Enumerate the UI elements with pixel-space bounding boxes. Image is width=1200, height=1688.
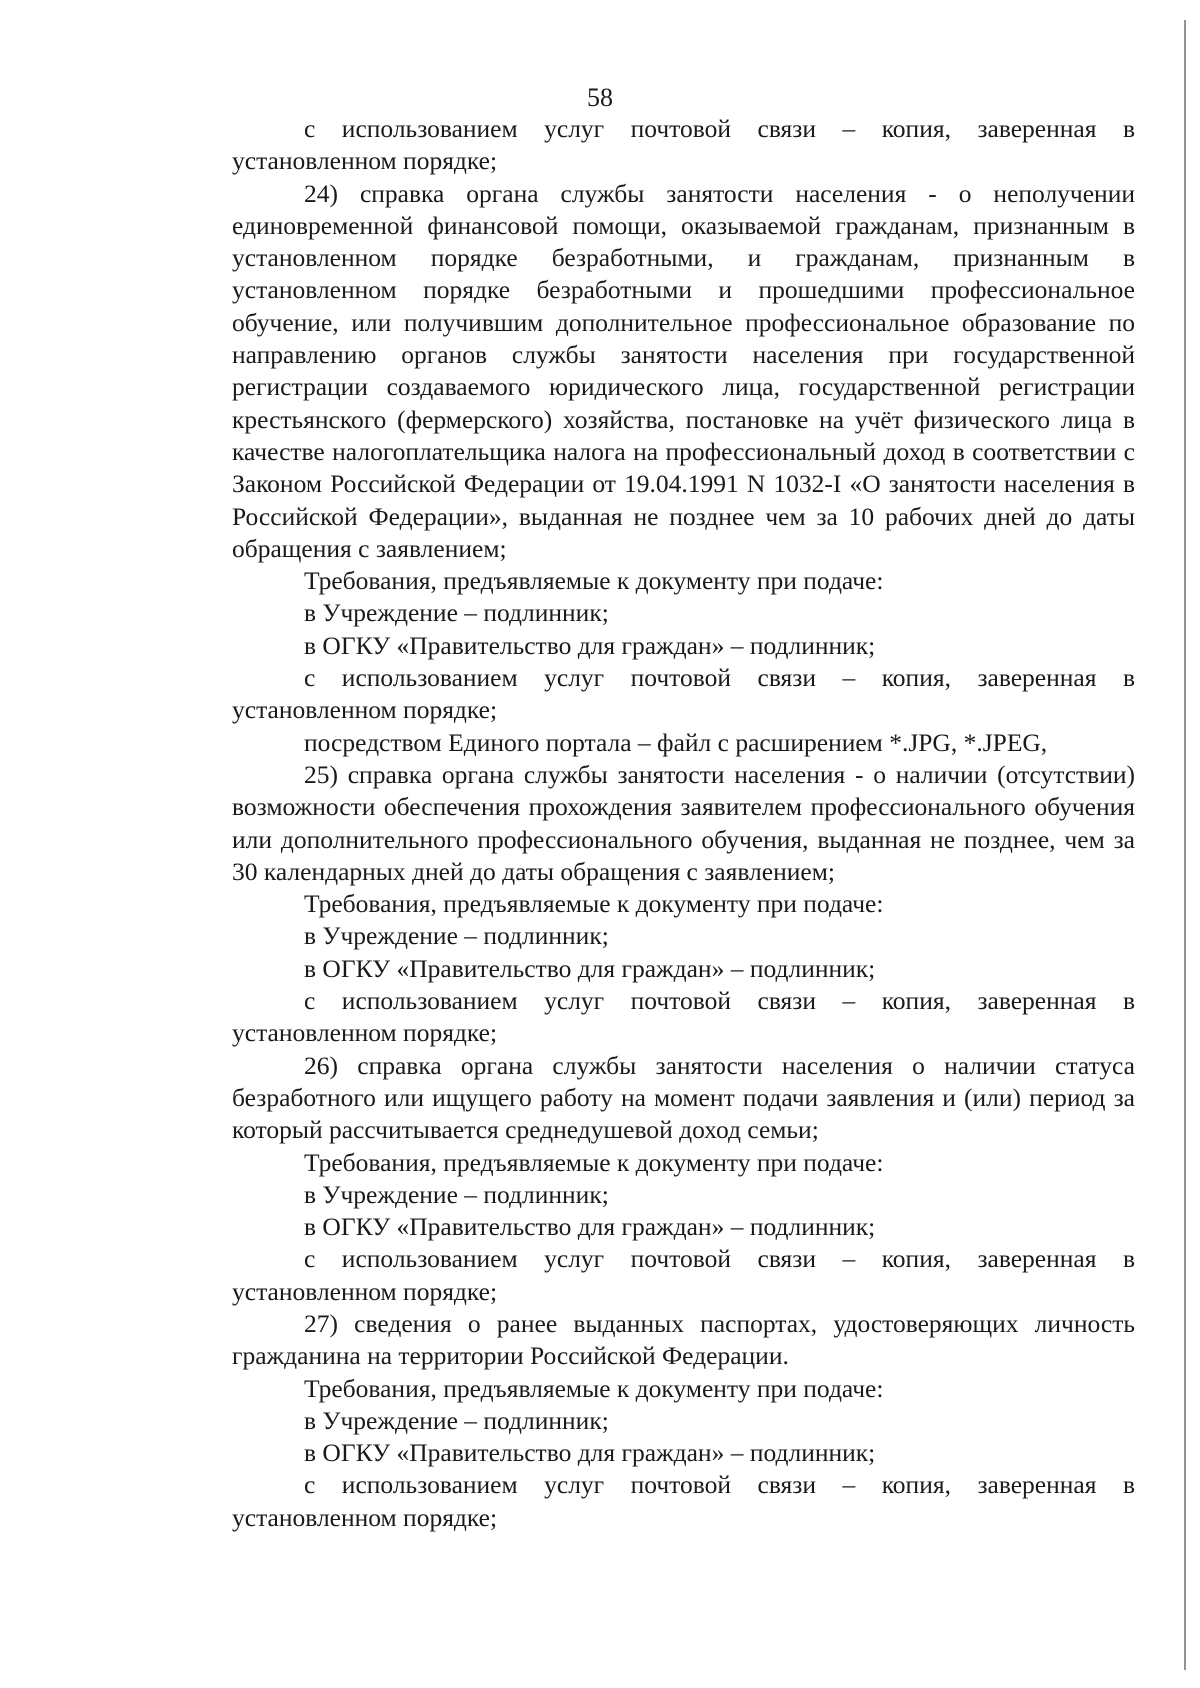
paragraph-requirements: Требования, предъявляемые к документу при подаче: (304, 566, 884, 596)
paragraph: в Учреждение – подлинник; (304, 1405, 609, 1435)
paragraph: с использованием услуг почтовой связи – копия, заверенная в установленном порядке; (232, 986, 1135, 1048)
paragraph-requirements: Требования, предъявляемые к документу при подаче: (304, 889, 884, 919)
paragraph: в ОГКУ «Правительство для граждан» – подлинник; (304, 1212, 876, 1242)
paragraph-item-24: 24) справка органа службы занятости населения - о неполучении единовременной финансовой помощи, оказываемой гражданам, признанным в установленном порядке безработными, и гражданам, признанным в установленном порядке безработными и прошедшими профессиональное обучение, или получившим дополнительное профессиональное образование по направлению органов службы занятости населения при государственной регистрации создаваемого юридического лица, государственной регистрации крестьянского (фермерского) хозяйства, постановке на учёт физического лица в качестве налогоплательщика налога на профессиональный доход в соответствии с Законом Российской Федерации от 19.04.1991 N 1032-I «О занятости населения в Российской Федерации», выданная не позднее чем за 10 рабочих дней до даты обращения с заявлением; (232, 178, 1135, 563)
paragraph-item-25: 25) справка органа службы занятости населения - о наличии (отсутствии) возможности обеспечения прохождения заявителем профессионального обучения или дополнительного профессионального обучения, выданная не позднее, чем за 30 календарных дней до даты обращения с заявлением; (232, 759, 1135, 886)
paragraph: в Учреждение – подлинник; (304, 598, 609, 628)
paragraph: в ОГКУ «Правительство для граждан» – подлинник; (304, 953, 876, 983)
paragraph: с использованием услуг почтовой связи – копия, заверенная в установленном порядке; (232, 1244, 1135, 1306)
paragraph: в Учреждение – подлинник; (304, 1179, 609, 1209)
paragraph-requirements: Требования, предъявляемые к документу при подаче: (304, 1147, 884, 1177)
paragraph-item-27: 27) сведения о ранее выданных паспортах, удостоверяющих личность гражданина на территории Российской Федерации. (232, 1308, 1135, 1371)
scan-edge-line (1184, 20, 1186, 1670)
document-body (232, 113, 1135, 1534)
paragraph-requirements: Требования, предъявляемые к документу при подаче: (304, 1373, 884, 1403)
paragraph: посредством Единого портала – файл с расширением *.JPG, *.JPEG, (304, 727, 1048, 757)
paragraph: с использованием услуг почтовой связи – копия, заверенная в установленном порядке; (232, 114, 1135, 176)
paragraph-item-26: 26) справка органа службы занятости населения о наличии статуса безработного или ищущего работу на момент подачи заявления и (или) период за который рассчитывается среднедушевой доход семьи; (232, 1050, 1135, 1145)
paragraph: с использованием услуг почтовой связи – копия, заверенная в установленном порядке; (232, 663, 1135, 725)
paragraph: в ОГКУ «Правительство для граждан» – подлинник; (304, 630, 876, 660)
paragraph: с использованием услуг почтовой связи – копия, заверенная в установленном порядке; (232, 1470, 1135, 1532)
page-number: 58 (587, 83, 613, 112)
paragraph: в Учреждение – подлинник; (304, 921, 609, 951)
paragraph: в ОГКУ «Правительство для граждан» – подлинник; (304, 1438, 876, 1468)
